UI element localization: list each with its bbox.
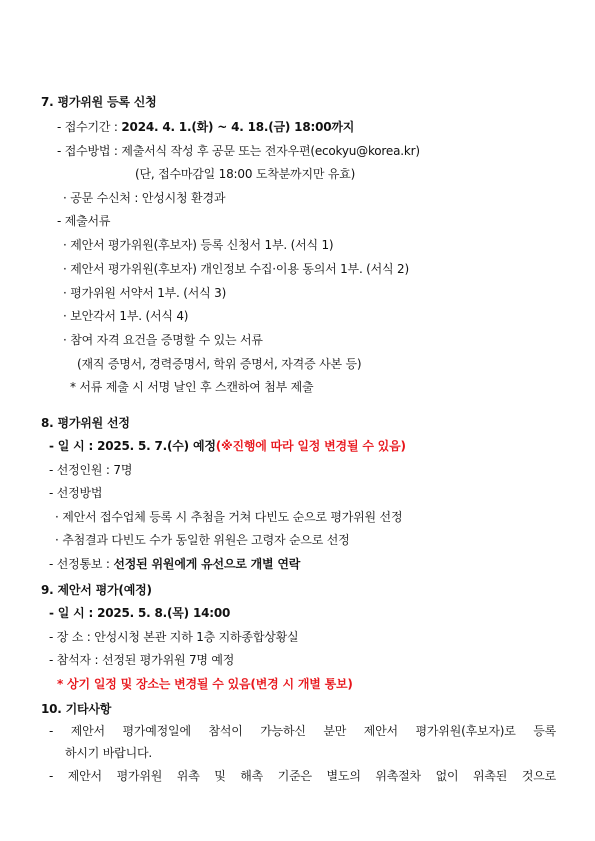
section-9-heading: 9. 제안서 평가(예정) — [41, 583, 152, 597]
selection-method-title: - 선정방법 — [49, 486, 103, 500]
evaluation-note: * 상기 일정 및 장소는 변경될 수 있음(변경 시 개별 통보) — [57, 677, 353, 691]
evaluation-place: - 장 소 : 안성시청 본관 지하 1층 지하종합상황실 — [49, 630, 299, 644]
section-8-heading: 8. 평가위원 선정 — [41, 416, 130, 430]
document-item: · 보안각서 1부. (서식 4) — [63, 309, 189, 323]
selection-method-item: · 제안서 접수업체 등록 시 추첨을 거쳐 다빈도 순으로 평가위원 선정 — [55, 510, 403, 524]
receipt-period — [57, 119, 354, 135]
documents-note: * 서류 제출 시 서명 날인 후 스캔하여 첨부 제출 — [70, 380, 314, 394]
selection-date-note: (※진행에 따라 일정 변경될 수 있음) — [215, 439, 406, 453]
section-10-heading: 10. 기타사항 — [41, 702, 112, 716]
documents-examples: (재직 증명서, 경력증명서, 학위 증명서, 자격증 사본 등) — [77, 357, 362, 371]
receipt-period-label: - 접수기간 : — [57, 120, 122, 134]
document-item: · 평가위원 서약서 1부. (서식 3) — [63, 286, 227, 300]
recipient: · 공문 수신처 : 안성시청 환경과 — [63, 191, 226, 205]
evaluation-date: - 일 시 : 2025. 5. 8.(목) 14:00 — [49, 606, 231, 620]
selection-date — [49, 438, 406, 454]
receipt-method: - 접수방법 : 제출서식 작성 후 공문 또는 전자우편(ecokyu@korea.kr) — [57, 144, 420, 158]
document-item: · 제안서 평가위원(후보자) 개인정보 수집·이용 동의서 1부. (서식 2) — [63, 262, 409, 276]
selection-date-label: - 일 시 : 2025. 5. 7.(수) 예정 — [49, 439, 216, 453]
evaluation-attendees: - 참석자 : 선정된 평가위원 7명 예정 — [49, 653, 235, 667]
receipt-period-value: 2024. 4. 1.(화) ~ 4. 18.(금) 18:00까지 — [121, 120, 355, 134]
selection-method-item: · 추첨결과 다빈도 수가 동일한 위원은 고령자 순으로 선정 — [55, 533, 350, 547]
section-7-heading: 7. 평가위원 등록 신청 — [41, 95, 157, 109]
document-item: · 참여 자격 요건을 증명할 수 있는 서류 — [63, 333, 263, 347]
selection-notify-value: 선정된 위원에게 유선으로 개별 연락 — [113, 557, 301, 571]
selection-notify — [49, 556, 300, 572]
documents-title: - 제출서류 — [57, 214, 111, 228]
other-item-1: - 제안서 평가예정일에 참석이 가능하신 분만 제안서 평가위원(후보자)로 등록 — [49, 724, 556, 738]
document-item: · 제안서 평가위원(후보자) 등록 신청서 1부. (서식 1) — [63, 238, 334, 252]
selection-count: - 선정인원 : 7명 — [49, 463, 133, 477]
other-item-1-cont: 하시기 바랍니다. — [65, 746, 152, 760]
other-item-2: - 제안서 평가위원 위촉 및 해촉 기준은 별도의 위촉절차 없이 위촉된 것으로 — [49, 769, 556, 783]
receipt-method-note: (단, 접수마감일 18:00 도착분까지만 유효) — [135, 167, 356, 181]
selection-notify-label: - 선정통보 : — [49, 557, 114, 571]
